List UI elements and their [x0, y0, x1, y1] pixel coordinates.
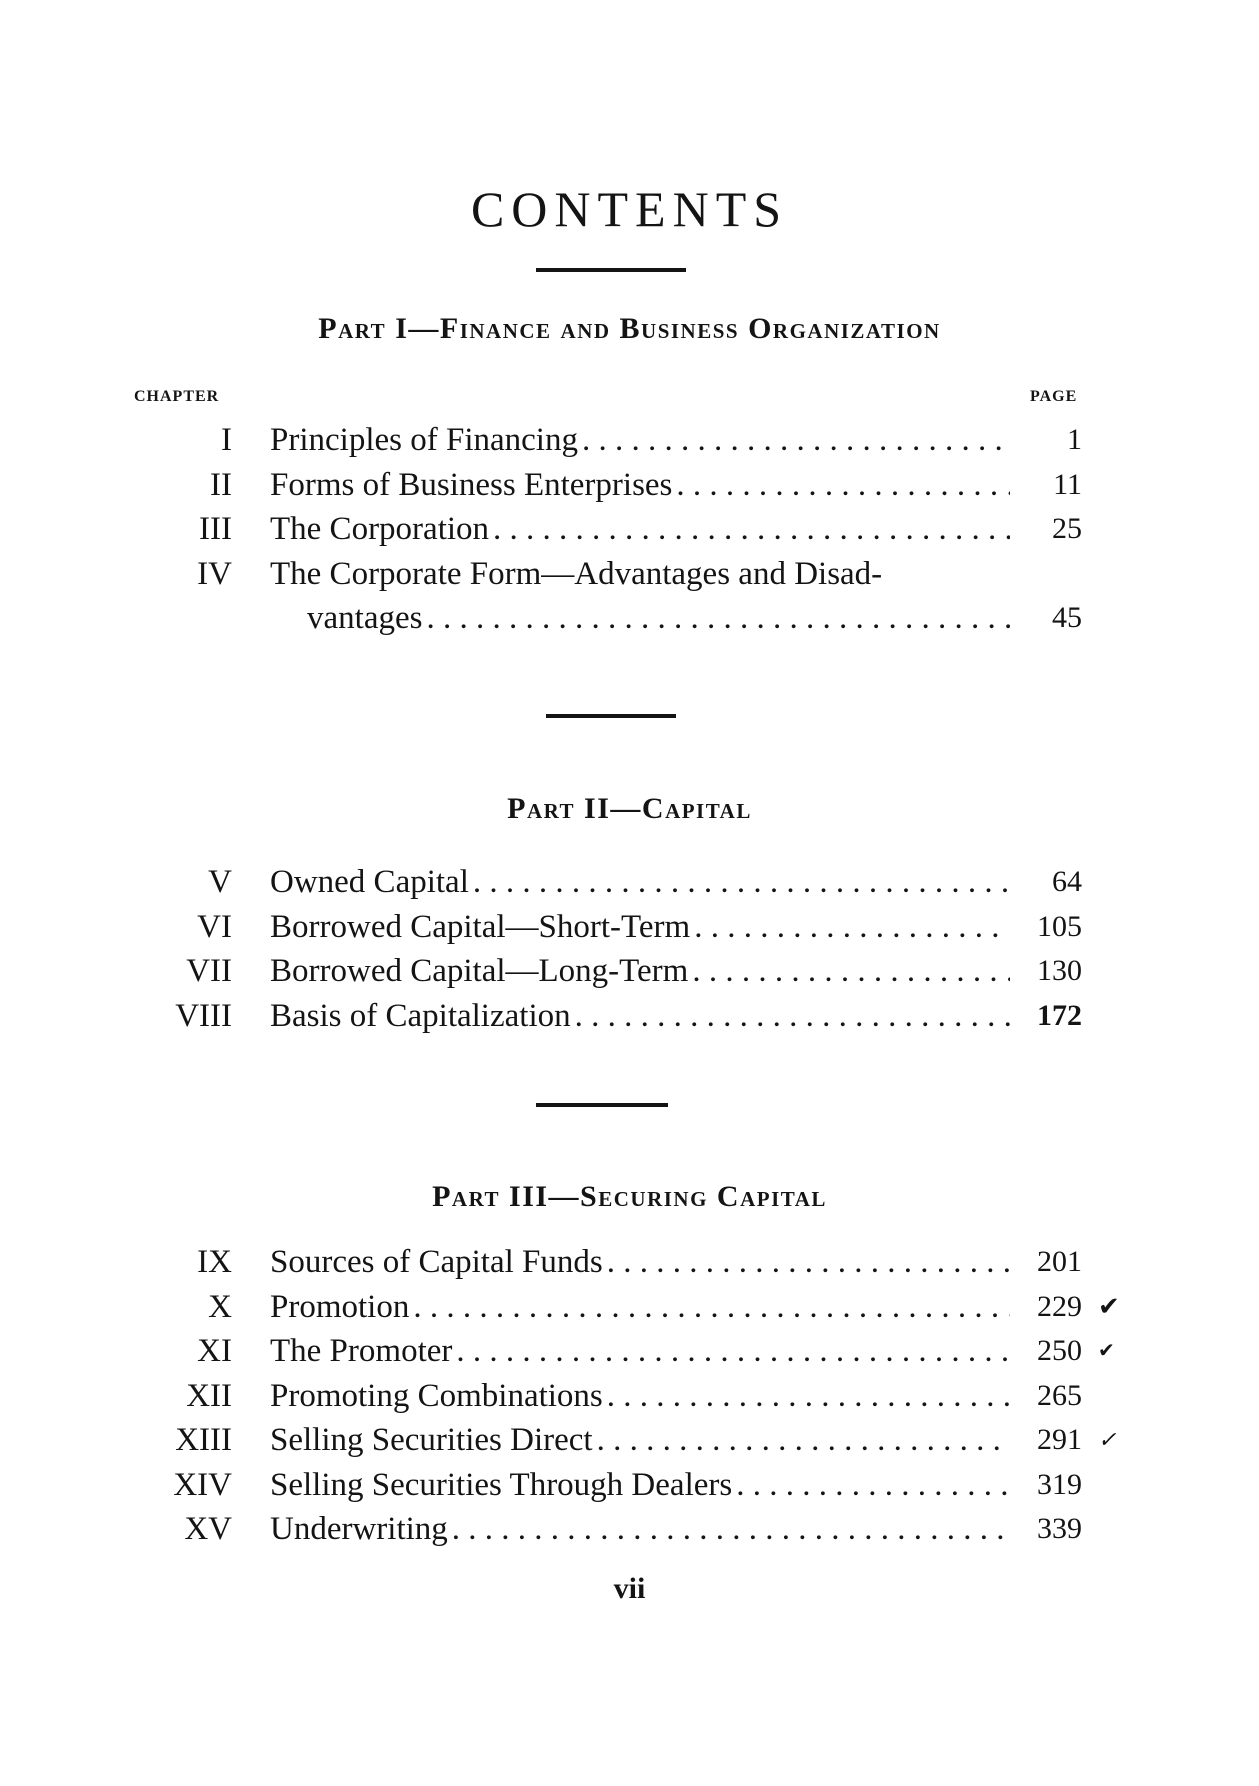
chapter-leader [270, 1463, 1010, 1508]
check-mark-icon: ✔ [1098, 1340, 1115, 1362]
part-3-heading: Part III—Securing Capital [432, 1180, 827, 1213]
chapter-number: XI [197, 1333, 232, 1369]
page-number: 339 [1037, 1512, 1082, 1545]
chapter-number: XIII [175, 1422, 232, 1458]
part-3-entries [0, 1240, 1259, 1552]
title-rule [536, 268, 686, 272]
dot-leader [603, 1240, 1010, 1285]
section-rule [546, 714, 676, 718]
chapter-title: The Promoter [270, 1333, 453, 1369]
chapter-title: Forms of Business Enterprises [270, 466, 673, 503]
page-title: CONTENTS [470, 181, 789, 237]
toc-entry[interactable] [0, 418, 1259, 463]
chapter-number: XIV [173, 1466, 232, 1503]
chapter-number: XII [186, 1377, 232, 1414]
part-2-heading: Part II—Capital [507, 792, 752, 825]
dot-leader [688, 949, 1010, 994]
toc-entry[interactable] [0, 1507, 1259, 1552]
page-number: 229 [1037, 1289, 1082, 1323]
page-number: 201 [1037, 1245, 1082, 1278]
chapter-title: Selling Securities Through Dealers [270, 1466, 733, 1503]
chapter-title: Sources of Capital Funds [270, 1244, 603, 1280]
toc-entry[interactable] [0, 463, 1259, 508]
chapter-leader [270, 1374, 1010, 1419]
page-number: 1 [1067, 423, 1082, 456]
dot-leader [452, 1329, 1010, 1374]
chapter-title: Owned Capital [270, 864, 469, 900]
chapter-title: Selling Securities Direct [270, 1422, 593, 1458]
check-mark-icon: ✔ [1098, 1291, 1120, 1321]
chapter-title-line-2: vantages [307, 600, 423, 636]
toc-entry[interactable] [0, 1329, 1259, 1374]
toc-entry[interactable] [0, 905, 1259, 950]
dot-leader [409, 1285, 1010, 1330]
toc-entry[interactable] [0, 860, 1259, 905]
chapter-leader [270, 905, 1010, 950]
toc-entry[interactable] [0, 1240, 1259, 1285]
chapter-leader [307, 596, 1010, 641]
dot-leader [448, 1507, 1010, 1552]
chapter-title: The Corporation [270, 511, 490, 547]
page-number: 130 [1037, 954, 1082, 987]
part-2-entries [0, 860, 1259, 1038]
page-number: 25 [1052, 512, 1082, 545]
chapter-number: IX [197, 1244, 232, 1280]
chapter-number: VI [197, 908, 232, 945]
page-folio: vii [613, 1572, 646, 1605]
toc-entry[interactable] [0, 507, 1259, 552]
page-number: 265 [1037, 1378, 1082, 1412]
chapter-number: XV [184, 1511, 232, 1547]
page-column-label: PAGE [1030, 388, 1078, 405]
toc-entry-continuation[interactable] [0, 596, 1259, 641]
chapter-number: X [208, 1288, 232, 1325]
chapter-title: Underwriting [270, 1511, 448, 1547]
dot-leader [489, 507, 1010, 552]
chapter-leader [270, 1240, 1010, 1285]
dot-leader [603, 1374, 1010, 1419]
chapter-title-line-1: The Corporate Form—Advantages and Disad- [270, 555, 883, 592]
part-1-heading: Part I—Finance and Business Organization [318, 312, 941, 345]
page-number: 172 [1037, 998, 1082, 1032]
chapter-title: Basis of Capitalization [270, 997, 571, 1034]
dot-leader [732, 1463, 1010, 1508]
part-1-entries [0, 418, 1259, 641]
dot-leader [469, 860, 1010, 905]
toc-entry[interactable] [0, 1463, 1259, 1508]
dot-leader [672, 463, 1010, 508]
page-number: 64 [1052, 865, 1082, 898]
toc-entry[interactable] [0, 552, 1259, 597]
page-number: 105 [1037, 909, 1082, 943]
page-number: 11 [1053, 467, 1082, 501]
chapter-leader [270, 1285, 1010, 1330]
check-mark-icon: ✓ [1098, 1427, 1117, 1452]
chapter-leader [270, 1329, 1010, 1374]
chapter-number: V [208, 864, 232, 900]
dot-leader [578, 418, 1010, 463]
chapter-leader [270, 507, 1010, 552]
toc-entry[interactable] [0, 1418, 1259, 1463]
chapter-title: Borrowed Capital—Short-Term [270, 908, 691, 945]
dot-leader [690, 905, 1010, 950]
page-number: 319 [1037, 1467, 1082, 1501]
chapter-leader [270, 463, 1010, 508]
toc-entry[interactable] [0, 994, 1259, 1039]
chapter-number: I [221, 422, 232, 458]
dot-leader [571, 994, 1010, 1039]
chapter-number: VIII [175, 997, 232, 1034]
page-number: 45 [1052, 601, 1082, 634]
chapter-number: II [210, 466, 232, 503]
chapter-number: VII [186, 953, 232, 989]
chapter-title: Promoting Combinations [270, 1377, 603, 1414]
page-number: 291 [1037, 1423, 1082, 1456]
chapter-column-label: CHAPTER [134, 388, 220, 405]
chapter-leader [270, 418, 1010, 463]
chapter-leader [270, 1507, 1010, 1552]
toc-entry[interactable] [0, 1285, 1259, 1330]
chapter-leader [270, 1418, 1010, 1463]
section-rule [536, 1103, 668, 1107]
page-number: 250 [1037, 1334, 1082, 1367]
chapter-leader [270, 860, 1010, 905]
chapter-leader [270, 949, 1010, 994]
dot-leader [422, 596, 1010, 641]
chapter-number: IV [197, 555, 232, 592]
chapter-leader [270, 994, 1010, 1039]
toc-entry[interactable] [0, 949, 1259, 994]
toc-entry[interactable] [0, 1374, 1259, 1419]
chapter-title: Promotion [270, 1288, 410, 1325]
chapter-title: Principles of Financing [270, 422, 578, 458]
dot-leader [593, 1418, 1010, 1463]
chapter-title: Borrowed Capital—Long-Term [270, 953, 689, 989]
chapter-number: III [199, 511, 232, 547]
